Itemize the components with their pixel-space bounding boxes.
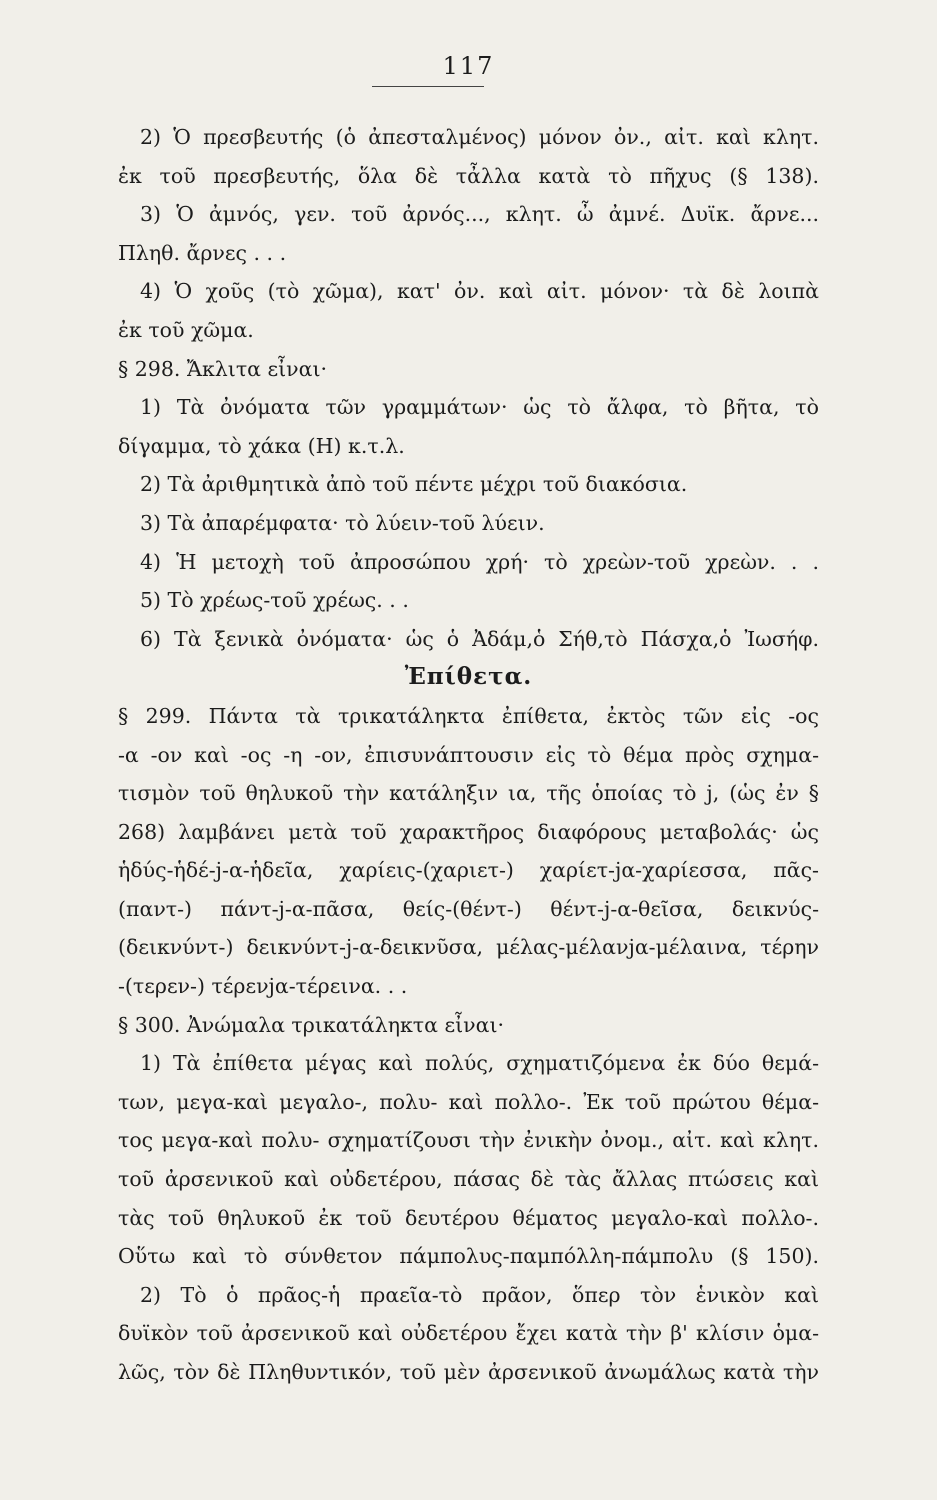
text-line: 2) Ὁ πρεσβευτής (ὁ ἀπεσταλμένος) μόνον ὀν., αἰτ. καὶ κλητ. xyxy=(140,125,819,149)
text-line: δίγαμμα, τὸ χάκα (Η) κ.τ.λ. xyxy=(118,433,405,458)
text-line: 1) Τὰ ἐπίθετα μέγας καὶ πολύς, σχηματιζόμενα ἐκ δύο θεμά- xyxy=(140,1051,819,1076)
section-heading-299: § 299. Πάντα τὰ τρικατάληκτα ἐπίθετα, ἐκτὸς τῶν εἰς -ος xyxy=(118,703,819,728)
text-line: 3) Ὁ ἀμνός, γεν. τοῦ ἀρνός..., κλητ. ὦ ἀμνέ. Δυϊκ. ἄρνε... xyxy=(140,202,819,227)
text-line: ἡδύς-ἡδέ-j-α-ἡδεῖα, χαρίεις-(χαριετ-) χαρίετ-jα-χαρίεσσα, πᾶς- xyxy=(118,858,819,883)
text-line: τισμὸν τοῦ θηλυκοῦ τὴν κατάληξιν ια, τῆς ὁποίας τὸ j, (ὡς ἐν § xyxy=(118,781,819,806)
chapter-heading: Ἐπίθετα. xyxy=(404,663,533,691)
text-line: τος μεγα-καὶ πολυ- σχηματίζουσι τὴν ἐνικὴν ὀνομ., αἰτ. καὶ κλητ. xyxy=(118,1128,819,1153)
page-number: 117 xyxy=(442,52,495,80)
text-line: -α -ον καὶ -ος -η -ον, ἐπισυνάπτουσιν εἰς τὸ θέμα πρὸς σχημα- xyxy=(118,742,819,767)
text-line: 4) Ἡ μετοχὴ τοῦ ἀπροσώπου χρή· τὸ χρεὼν-τοῦ χρεὼν. . . xyxy=(140,549,819,574)
text-line: 2) Τὸ ὁ πρᾶος-ἡ πραεῖα-τὸ πρᾶον, ὅπερ τὸν ἑνικὸν καὶ xyxy=(140,1282,819,1307)
text-line: Οὕτω καὶ τὸ σύνθετον πάμπολυς-παμπόλλη-πάμπολυ (§ 150). xyxy=(118,1244,819,1269)
body-text xyxy=(118,118,819,1392)
section-heading-300: § 300. Ἀνώμαλα τρικατάληκτα εἶναι· xyxy=(118,1012,505,1037)
text-line: 2) Τὰ ἀριθμητικὰ ἀπὸ τοῦ πέντε μέχρι τοῦ διακόσια. xyxy=(140,472,688,497)
text-line: (παντ-) πάντ-j-α-πᾶσα, θείς-(θέντ-) θέντ-j-α-θεῖσα, δεικνύς- xyxy=(118,896,819,921)
text-line: (δεικνύντ-) δεικνύντ-j-α-δεικνῦσα, μέλας-μέλανjα-μέλαινα, τέρην xyxy=(118,935,819,960)
text-line: 3) Τὰ ἀπαρέμφατα· τὸ λύειν-τοῦ λύειν. xyxy=(140,510,545,535)
text-line: 4) Ὁ χοῦς (τὸ χῶμα), κατ' ὀν. καὶ αἰτ. μόνον· τὰ δὲ λοιπὰ xyxy=(140,279,819,304)
text-line: των, μεγα-καὶ μεγαλο-, πολυ- καὶ πολλο-. Ἐκ τοῦ πρώτου θέμα- xyxy=(118,1089,819,1114)
text-line: τὰς τοῦ θηλυκοῦ ἐκ τοῦ δευτέρου θέματος μεγαλο-καὶ πολλο-. xyxy=(118,1205,819,1230)
text-line: λῶς, τὸν δὲ Πληθυντικόν, τοῦ μὲν ἀρσενικοῦ ἀνωμάλως κατὰ τὴν xyxy=(118,1360,819,1384)
text-line: -(τερεν-) τέρενjα-τέρεινα. . . xyxy=(118,974,408,999)
text-line: δυϊκὸν τοῦ ἀρσενικοῦ καὶ οὐδετέρου ἔχει κατὰ τὴν β' κλίσιν ὁμα- xyxy=(118,1321,819,1346)
section-heading-298: § 298. Ἄκλιτα εἶναι· xyxy=(118,356,328,381)
text-line: ἐκ τοῦ χῶμα. xyxy=(118,317,254,342)
text-line: Πληθ. ἄρνες . . . xyxy=(118,240,287,265)
text-line: 6) Τὰ ξενικὰ ὀνόματα· ὡς ὁ Ἀδάμ,ὁ Σήθ,τὸ Πάσχα,ὁ Ἰωσήφ. xyxy=(140,626,819,651)
text-line: ἐκ τοῦ πρεσβευτής, ὅλα δὲ τἆλλα κατὰ τὸ πῆχυς (§ 138). xyxy=(118,163,819,188)
text-line: 5) Τὸ χρέως-τοῦ χρέως. . . xyxy=(140,588,409,613)
text-line: 268) λαμβάνει μετὰ τοῦ χαρακτῆρος διαφόρους μεταβολάς· ὡς xyxy=(118,819,819,844)
header-rule xyxy=(372,86,484,87)
text-line: 1) Τὰ ὀνόματα τῶν γραμμάτων· ὡς τὸ ἄλφα, τὸ βῆτα, τὸ xyxy=(140,395,819,420)
text-line: τοῦ ἀρσενικοῦ καὶ οὐδετέρου, πάσας δὲ τὰς ἄλλας πτώσεις καὶ xyxy=(118,1167,819,1192)
